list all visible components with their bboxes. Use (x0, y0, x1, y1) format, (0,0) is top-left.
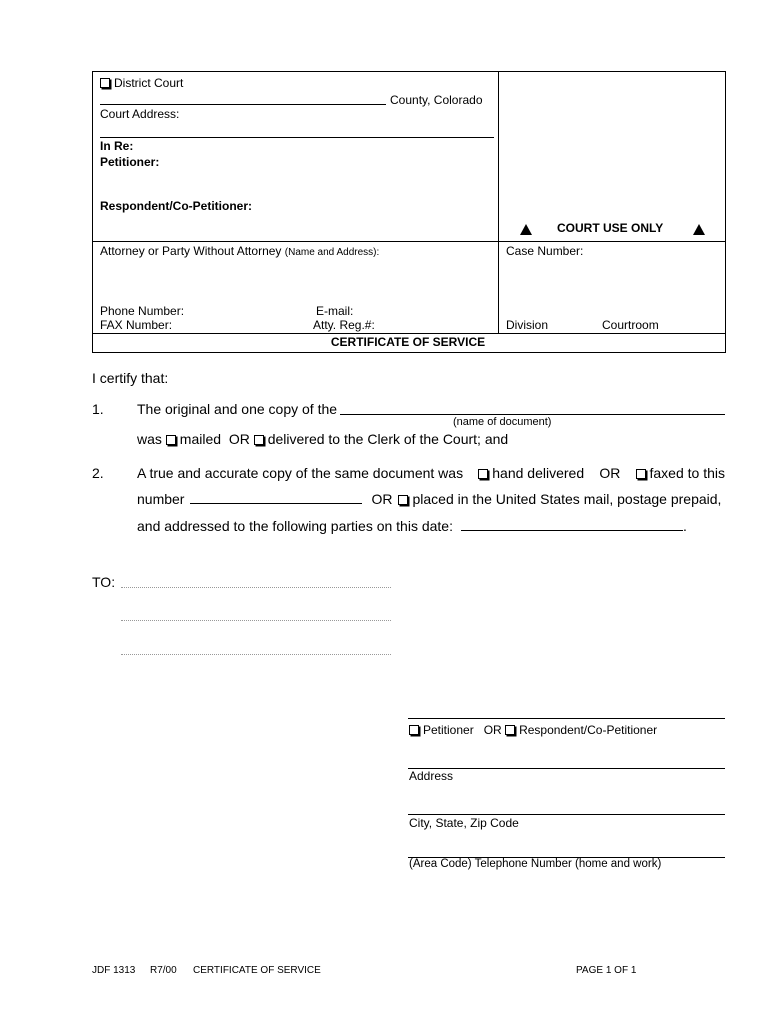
mailed-label: mailed (179, 431, 222, 447)
recipient-line-3[interactable] (121, 654, 391, 655)
in-re-label: In Re: (100, 139, 134, 153)
item-2-line-1 (137, 465, 725, 481)
item-2-line-3 (137, 518, 687, 534)
document-name-line[interactable] (340, 414, 725, 415)
fax-number-line[interactable] (190, 491, 362, 504)
form-title: CERTIFICATE OF SERVICE (330, 335, 486, 349)
phone-label: (Area Code) Telephone Number (home and work) (409, 858, 662, 870)
division-label: Division (506, 318, 549, 332)
delivered-label: delivered to the Clerk of the Court; and (267, 431, 509, 447)
period-text: . (682, 518, 687, 534)
triangle-up-icon (693, 224, 705, 235)
petitioner-checkbox[interactable] (409, 725, 419, 735)
respondent-option: Respondent/Co-Petitioner (519, 723, 658, 737)
county-line[interactable] (100, 104, 386, 105)
certify-text: I certify that: (92, 370, 169, 386)
district-court-checkbox[interactable] (100, 78, 110, 88)
item-2-text: A true and accurate copy of the same document was (137, 465, 464, 481)
atty-reg-label: Atty. Reg.#: (313, 318, 375, 332)
to-label: TO: (92, 574, 116, 590)
or-text: OR (371, 491, 393, 507)
address-label: Address (409, 769, 454, 783)
recipient-line-1[interactable] (121, 587, 391, 588)
phone-number-label: Phone Number: (100, 304, 185, 318)
city-label: City, State, Zip Code (409, 816, 519, 830)
attorney-row (100, 244, 379, 258)
respondent-label: Respondent/Co-Petitioner: (100, 199, 252, 213)
item-2-number: 2. (92, 465, 104, 481)
recipient-line-2[interactable] (121, 620, 391, 621)
item-1-number: 1. (92, 401, 104, 417)
petitioner-label: Petitioner: (100, 155, 160, 169)
hand-delivered-label: hand delivered (492, 465, 585, 481)
caption-divider (498, 71, 499, 333)
district-court-row (100, 76, 183, 90)
address-line[interactable] (408, 768, 725, 769)
triangle-up-icon (520, 224, 532, 235)
court-address-label: Court Address: (100, 107, 180, 121)
or-text: OR (228, 431, 250, 447)
county-label: County, Colorado (390, 93, 483, 107)
courtroom-label: Courtroom (602, 318, 659, 332)
signature-line[interactable] (408, 718, 725, 719)
mail-checkbox[interactable] (398, 495, 408, 505)
attorney-label: Attorney or Party Without Attorney (100, 244, 282, 258)
placed-label: placed in the United States mail, postage prepaid, (412, 491, 722, 507)
respondent-checkbox[interactable] (505, 725, 515, 735)
was-text: was (137, 431, 162, 447)
item-1-text: The original and one copy of the (137, 401, 338, 417)
faxed-checkbox[interactable] (636, 469, 646, 479)
court-use-only-label: COURT USE ONLY (557, 221, 664, 235)
addressed-label: and addressed to the following parties on this date: (137, 518, 453, 534)
footer-page: PAGE 1 OF 1 (576, 965, 637, 976)
email-label: E-mail: (316, 304, 354, 318)
or-text: OR (483, 723, 502, 737)
footer-form-id: JDF 1313 (92, 965, 136, 976)
footer-revision: R7/00 (150, 965, 177, 976)
city-line[interactable] (408, 814, 725, 815)
delivered-checkbox[interactable] (254, 435, 264, 445)
service-date-line[interactable] (461, 518, 683, 531)
attorney-note: (Name and Address): (284, 247, 380, 258)
district-court-label: District Court (114, 76, 184, 90)
item-1-delivery-row (137, 431, 508, 447)
fax-number-label: FAX Number: (100, 318, 173, 332)
petitioner-option: Petitioner (423, 723, 474, 737)
or-text: OR (599, 465, 621, 481)
number-label: number (137, 491, 185, 507)
hand-delivered-checkbox[interactable] (478, 469, 488, 479)
court-address-line[interactable] (100, 137, 494, 138)
faxed-label: faxed to this (649, 465, 725, 481)
caption-row-line (92, 241, 725, 242)
name-of-document-caption: (name of document) (453, 416, 552, 428)
case-number-label: Case Number: (506, 244, 584, 258)
footer-title: CERTIFICATE OF SERVICE (193, 965, 321, 976)
caption-title-line (92, 333, 725, 334)
mailed-checkbox[interactable] (166, 435, 176, 445)
party-type-row (409, 723, 657, 737)
item-2-line-2 (137, 491, 725, 507)
